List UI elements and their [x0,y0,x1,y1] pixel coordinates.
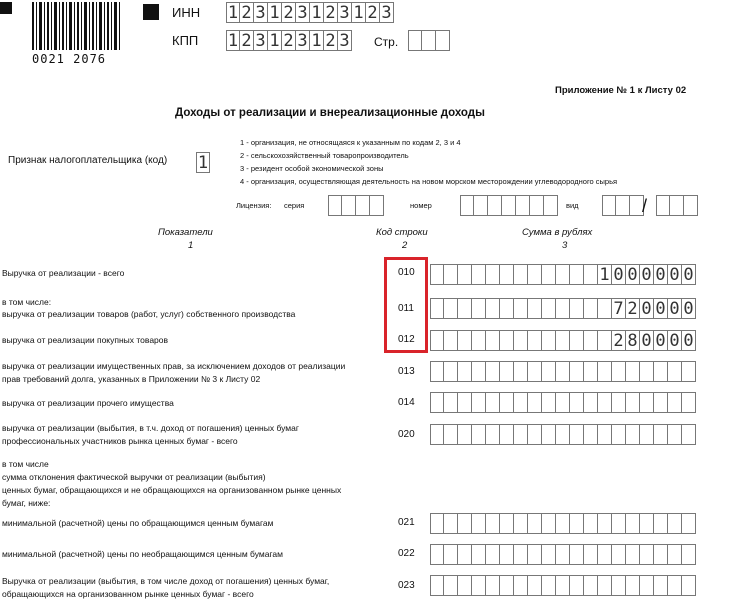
corner-mark [143,4,159,20]
digit-cell: 2 [240,30,254,51]
amount-digit-cell [430,544,444,565]
amount-digit-cell [430,424,444,445]
amount-digit-cell [640,575,654,596]
amount-digit-cell [682,424,696,445]
amount-digit-cell: 0 [682,264,696,285]
amount-digit-cell: 0 [668,298,682,319]
amount-digit-cell [430,264,444,285]
amount-digit-cell: 0 [682,330,696,351]
amount-digit-cell [542,392,556,413]
row-020-sub-line: ценных бумаг, обращающихся и не обращающихся на организованном рынке ценных [2,485,342,495]
digit-cell [488,195,502,216]
amount-digit-cell [472,513,486,534]
amount-digit-cell: 0 [612,264,626,285]
amount-digit-cell [514,513,528,534]
digit-cell [602,195,616,216]
digit-cell [328,195,342,216]
amount-digit-cell [458,361,472,382]
license-series-label: серия [284,201,305,210]
amount-digit-cell [486,575,500,596]
digit-cell: 2 [282,30,296,51]
amount-digit-cell [556,575,570,596]
amount-digit-cell [514,298,528,319]
amount-digit-cell [444,424,458,445]
amount-digit-cell [612,392,626,413]
amount-digit-cell [682,392,696,413]
digit-cell: 2 [324,2,338,23]
amount-digit-cell: 0 [682,298,696,319]
amount-digit-cell [598,392,612,413]
amount-digit-cell [542,361,556,382]
kpp-label: КПП [172,33,199,48]
amount-digit-cell [556,544,570,565]
digit-cell: 1 [227,2,239,23]
row-011-prefix: в том числе: [2,297,52,307]
digit-cell [670,195,684,216]
row-010-amount-field[interactable] [430,264,696,285]
row-014-code: 014 [398,397,415,408]
digit-cell [408,30,422,51]
amount-digit-cell [486,513,500,534]
amount-digit-cell [612,575,626,596]
amount-digit-cell [528,424,542,445]
row-014-label: выручка от реализации прочего имущества [2,398,174,408]
amount-digit-cell [542,544,556,565]
amount-digit-cell [430,330,444,351]
amount-digit-cell [444,330,458,351]
amount-digit-cell [598,361,612,382]
amount-digit-cell [598,544,612,565]
amount-digit-cell [458,264,472,285]
amount-digit-cell [430,513,444,534]
row-021-amount-field[interactable] [430,513,696,534]
amount-digit-cell [500,361,514,382]
amount-digit-cell [486,544,500,565]
digit-cell: 1 [227,30,239,51]
amount-digit-cell [598,575,612,596]
digit-cell: 2 [282,2,296,23]
amount-digit-cell [430,298,444,319]
amount-digit-cell [500,264,514,285]
corner-mark [0,2,12,14]
digit-cell [516,195,530,216]
amount-digit-cell [668,424,682,445]
amount-digit-cell: 1 [598,264,612,285]
amount-digit-cell: 0 [654,298,668,319]
amount-digit-cell [500,513,514,534]
row-020-label-2: профессиональных участников рынка ценных бумаг - всего [2,436,238,446]
digit-cell [356,195,370,216]
amount-digit-cell [458,544,472,565]
taxpayer-code-cell: 1 [197,152,209,173]
amount-digit-cell [640,361,654,382]
amount-digit-cell [556,264,570,285]
license-slash: / [642,196,648,216]
amount-digit-cell: 2 [626,298,640,319]
taxpayer-option: 4 - организация, осуществляющая деятельность на новом морском месторождении углеводородного сырья [240,177,618,186]
row-020-sub-line: бумаг, ниже: [2,498,51,508]
amount-digit-cell [682,575,696,596]
page-title: Доходы от реализации и внереализационные доходы [175,107,485,119]
row-020-code: 020 [398,429,415,440]
amount-digit-cell [444,361,458,382]
amount-digit-cell [654,513,668,534]
page-label: Стр. [374,35,399,49]
amount-digit-cell [486,330,500,351]
amount-digit-cell [542,330,556,351]
amount-digit-cell: 0 [668,330,682,351]
amount-digit-cell [528,264,542,285]
amount-digit-cell [542,575,556,596]
license-kind-field[interactable] [602,195,644,216]
amount-digit-cell [570,264,584,285]
amount-digit-cell [654,424,668,445]
amount-digit-cell [528,575,542,596]
amount-digit-cell [668,544,682,565]
taxpayer-option: 1 - организация, не относящаяся к указанным по кодам 2, 3 и 4 [240,138,461,147]
amount-digit-cell [444,513,458,534]
amount-digit-cell: 0 [668,264,682,285]
row-020-sub-line: сумма отклонения фактической выручки от реализации (выбытия) [2,472,266,482]
row-010-label: Выручка от реализации - всего [2,268,125,278]
row-012-amount-field[interactable] [430,330,696,351]
taxpayer-code-field[interactable] [196,152,210,173]
amount-digit-cell [514,361,528,382]
digit-cell [616,195,630,216]
digit-cell: 3 [296,30,310,51]
amount-digit-cell [654,544,668,565]
row-022-label: минимальной (расчетной) цены по необращающимся ценным бумагам [2,549,283,559]
amount-digit-cell: 0 [640,298,654,319]
amount-digit-cell [514,264,528,285]
amount-digit-cell [514,424,528,445]
amount-digit-cell [458,513,472,534]
amount-digit-cell [500,298,514,319]
row-023-label: Выручка от реализации (выбытия, в том числе доход от погашения) ценных бумаг, [2,576,330,586]
amount-digit-cell [570,575,584,596]
column-header-indicators: Показатели [158,227,213,238]
row-022-amount-field[interactable] [430,544,696,565]
taxpayer-option: 3 - резидент особой экономической зоны [240,164,384,173]
license-number-field[interactable] [460,195,558,216]
row-020-label: выручка от реализации (выбытия, в т.ч. доход от погашения) ценных бумаг [2,423,299,433]
amount-digit-cell [458,392,472,413]
kpp-field[interactable] [226,30,352,51]
amount-digit-cell: 0 [640,330,654,351]
inn-field[interactable] [226,2,394,23]
amount-digit-cell [556,361,570,382]
amount-digit-cell [570,392,584,413]
license-kind-label: вид [566,201,579,210]
digit-cell [544,195,558,216]
amount-digit-cell [682,361,696,382]
amount-digit-cell: 0 [640,264,654,285]
barcode-number: 0021 2076 [32,52,120,66]
digit-cell: 1 [352,2,366,23]
amount-digit-cell: 0 [654,264,668,285]
amount-digit-cell [542,264,556,285]
amount-digit-cell [542,424,556,445]
digit-cell [656,195,670,216]
amount-digit-cell [486,361,500,382]
license-label: Лицензия: [236,201,272,210]
amount-digit-cell [458,424,472,445]
barcode-icon [30,2,122,52]
column-number-3: 3 [562,240,568,251]
amount-digit-cell [598,330,612,351]
amount-digit-cell [472,424,486,445]
amount-digit-cell [584,298,598,319]
amount-digit-cell [542,298,556,319]
digit-cell [502,195,516,216]
amount-digit-cell [528,330,542,351]
row-013-amount-field[interactable] [430,361,696,382]
highlight-box [384,257,428,353]
amount-digit-cell [472,544,486,565]
barcode [30,2,122,52]
row-013-label-2: прав требований долга, указанных в Приложении № 3 к Листу 02 [2,374,261,384]
column-number-2: 2 [402,240,408,251]
digit-cell: 1 [310,30,324,51]
taxpayer-option: 2 - сельскохозяйственный товаропроизводитель [240,151,409,160]
column-header-sum: Сумма в рублях [522,227,593,238]
amount-digit-cell [626,361,640,382]
amount-digit-cell [514,575,528,596]
digit-cell: 2 [240,2,254,23]
amount-digit-cell [514,392,528,413]
amount-digit-cell [556,298,570,319]
amount-digit-cell [598,298,612,319]
amount-digit-cell [486,264,500,285]
amount-digit-cell [640,544,654,565]
amount-digit-cell [584,513,598,534]
amount-digit-cell [626,392,640,413]
digit-cell [530,195,544,216]
amount-digit-cell [500,424,514,445]
amount-digit-cell [654,575,668,596]
amount-digit-cell [556,330,570,351]
digit-cell [342,195,356,216]
amount-digit-cell [612,513,626,534]
amount-digit-cell [626,513,640,534]
amount-digit-cell [584,392,598,413]
digit-cell: 3 [254,2,268,23]
amount-digit-cell [570,361,584,382]
amount-digit-cell [570,330,584,351]
amount-digit-cell [626,544,640,565]
row-013-code: 013 [398,366,415,377]
amount-digit-cell [472,361,486,382]
digit-cell: 1 [268,2,282,23]
amount-digit-cell [570,298,584,319]
amount-digit-cell [430,575,444,596]
digit-cell: 1 [268,30,282,51]
amount-digit-cell [458,575,472,596]
digit-cell: 3 [254,30,268,51]
taxpayer-label: Признак налогоплательщика (код) [8,155,168,166]
digit-cell: 3 [338,2,352,23]
amount-digit-cell [528,361,542,382]
row-021-label: минимальной (расчетной) цены по обращающимся ценным бумагам [2,518,274,528]
row-012-code: 012 [398,334,415,345]
amount-digit-cell [626,575,640,596]
amount-digit-cell [668,513,682,534]
amount-digit-cell [570,424,584,445]
amount-digit-cell [682,513,696,534]
amount-digit-cell [556,424,570,445]
digit-cell: 2 [366,2,380,23]
row-010-code: 010 [398,267,415,278]
page-number-field[interactable] [408,30,450,51]
amount-digit-cell: 7 [612,298,626,319]
digit-cell [684,195,698,216]
amount-digit-cell [500,575,514,596]
license-series-field[interactable] [328,195,384,216]
digit-cell [422,30,436,51]
amount-digit-cell [584,361,598,382]
amount-digit-cell [640,513,654,534]
amount-digit-cell [528,392,542,413]
amount-digit-cell [528,513,542,534]
digit-cell: 3 [338,30,352,51]
amount-digit-cell [444,264,458,285]
row-011-amount-field[interactable] [430,298,696,319]
row-023-code: 023 [398,580,415,591]
amount-digit-cell [472,264,486,285]
row-020-sub-line: в том числе [2,459,49,469]
amount-digit-cell [668,361,682,382]
digit-cell: 3 [296,2,310,23]
row-020-amount-field[interactable] [430,424,696,445]
amount-digit-cell [486,424,500,445]
amount-digit-cell [472,330,486,351]
amount-digit-cell [654,361,668,382]
amount-digit-cell [640,424,654,445]
digit-cell: 3 [380,2,394,23]
amount-digit-cell [486,298,500,319]
amount-digit-cell [486,392,500,413]
inn-label: ИНН [172,5,201,20]
row-023-amount-field[interactable] [430,575,696,596]
amount-digit-cell: 0 [654,330,668,351]
amount-digit-cell [430,361,444,382]
amount-digit-cell [668,575,682,596]
amount-digit-cell [612,544,626,565]
row-022-code: 022 [398,548,415,559]
amount-digit-cell [654,392,668,413]
row-023-label-2: обращающихся на организованном рынке ценных бумаг - всего [2,589,254,599]
amount-digit-cell [584,544,598,565]
amount-digit-cell [584,424,598,445]
row-011-code: 011 [398,303,414,314]
amount-digit-cell [626,424,640,445]
amount-digit-cell [444,298,458,319]
column-number-1: 1 [188,240,194,251]
amount-digit-cell [472,298,486,319]
amount-digit-cell [612,424,626,445]
amount-digit-cell [584,575,598,596]
row-012-label: выручка от реализации покупных товаров [2,335,169,345]
column-header-code: Код строки [376,227,428,238]
amount-digit-cell [682,544,696,565]
amount-digit-cell [444,544,458,565]
amount-digit-cell [598,424,612,445]
amount-digit-cell [430,392,444,413]
amount-digit-cell [556,392,570,413]
amount-digit-cell [500,392,514,413]
amount-digit-cell: 8 [626,330,640,351]
license-kind-field-2[interactable] [656,195,698,216]
digit-cell [474,195,488,216]
amount-digit-cell [584,330,598,351]
amount-digit-cell [584,264,598,285]
amount-digit-cell [542,513,556,534]
amount-digit-cell [528,544,542,565]
amount-digit-cell [444,392,458,413]
appendix-label: Приложение № 1 к Листу 02 [555,85,687,96]
amount-digit-cell [570,544,584,565]
amount-digit-cell [500,330,514,351]
amount-digit-cell [458,330,472,351]
amount-digit-cell [458,298,472,319]
digit-cell [370,195,384,216]
amount-digit-cell [612,361,626,382]
amount-digit-cell [668,392,682,413]
amount-digit-cell: 0 [626,264,640,285]
amount-digit-cell [472,392,486,413]
row-014-amount-field[interactable] [430,392,696,413]
digit-cell [436,30,450,51]
digit-cell: 1 [310,2,324,23]
amount-digit-cell [444,575,458,596]
amount-digit-cell [640,392,654,413]
row-011-label: выручка от реализации товаров (работ, услуг) собственного производства [2,309,296,319]
digit-cell: 2 [324,30,338,51]
amount-digit-cell [556,513,570,534]
amount-digit-cell [570,513,584,534]
license-number-label: номер [410,201,432,210]
row-013-label: выручка от реализации имущественных прав, за исключением доходов от реализации [2,361,346,371]
amount-digit-cell [472,575,486,596]
amount-digit-cell: 2 [612,330,626,351]
amount-digit-cell [514,330,528,351]
amount-digit-cell [514,544,528,565]
amount-digit-cell [500,544,514,565]
amount-digit-cell [598,513,612,534]
digit-cell [460,195,474,216]
amount-digit-cell [528,298,542,319]
row-021-code: 021 [398,517,415,528]
